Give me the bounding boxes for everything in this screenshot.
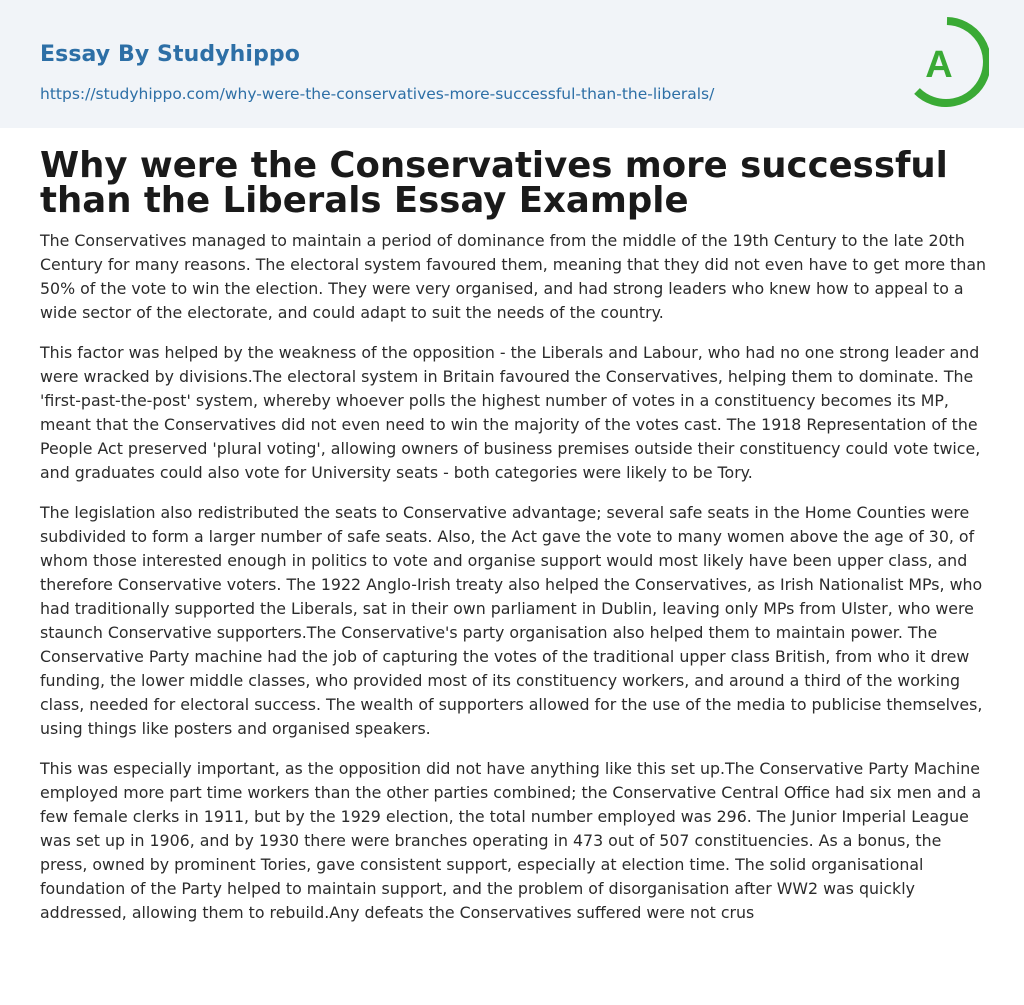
site-header (0, 0, 1024, 128)
logo-letter: A (925, 44, 953, 86)
essay-paragraph: This factor was helped by the weakness of the opposition - the Liberals and Labour, who had no one strong leader and were wracked by divisions.The electoral system in Britain favoured the Conservatives, helping them to dominate. The 'first-past-the-post' system, whereby whoever polls the highest number of votes in a constituency becomes its MP, meant that the Conservatives did not even need to win the majority of the votes cast. The 1918 Representation of the People Act preserved 'plural voting', allowing owners of business premises outside their constituency could vote twice, and graduates could also vote for University seats - both categories were likely to be Tory. (40, 343, 981, 482)
essay-paragraph: The legislation also redistributed the seats to Conservative advantage; several safe seats in the Home Counties were subdivided to form a larger number of safe seats. Also, the Act gave the vote to many women above the age of 30, of whom those interested enough in politics to vote and organise support would most likely have been upper class, and therefore Conservative voters. The 1922 Anglo-Irish treaty also helped the Conservatives, as Irish Nationalist MPs, who had traditionally supported the Liberals, sat in their own parliament in Dublin, leaving only MPs from Ulster, who were staunch Conservative supporters.The Conservative's party organisation also helped them to maintain power. The Conservative Party machine had the job of capturing the votes of the traditional upper class British, from who it drew funding, the lower middle classes, who provided most of its constituency workers, and around a third of the working class, needed for electoral success. The wealth of supporters allowed for the use of the media to publicise themselves, using things like posters and organised speakers. (40, 503, 983, 738)
essay-paragraph: The Conservatives managed to maintain a period of dominance from the middle of the 19th Century to the late 20th Century for many reasons. The electoral system favoured them, meaning that they did not even have to get more than 50% of the vote to win the election. They were very organised, and had strong leaders who knew how to appeal to a wide sector of the electorate, and could adapt to suit the needs of the country. (40, 231, 987, 322)
essay-body (40, 229, 988, 941)
page-url-link[interactable]: https://studyhippo.com/why-were-the-conservatives-more-successful-than-the-liberals/ (40, 85, 715, 103)
site-brand[interactable]: Essay By Studyhippo (40, 42, 300, 67)
studyhippo-logo-icon[interactable] (909, 17, 989, 107)
essay-paragraph: This was especially important, as the opposition did not have anything like this set up.The Conservative Party Machine employed more part time workers than the other parties combined; the Conservative Central Office had six men and a few female clerks in 1911, but by the 1929 election, the total number employed was 296. The Junior Imperial League was set up in 1906, and by 1930 there were branches operating in 473 out of 507 constituencies. As a bonus, the press, owned by prominent Tories, gave consistent support, especially at election time. The solid organisational foundation of the Party helped to maintain support, and the problem of disorganisation after WW2 was quickly addressed, allowing them to rebuild.Any defeats the Conservatives suffered were not crus (40, 759, 982, 922)
essay-title: Why were the Conservatives more successful than the Liberals Essay Example (40, 145, 948, 221)
